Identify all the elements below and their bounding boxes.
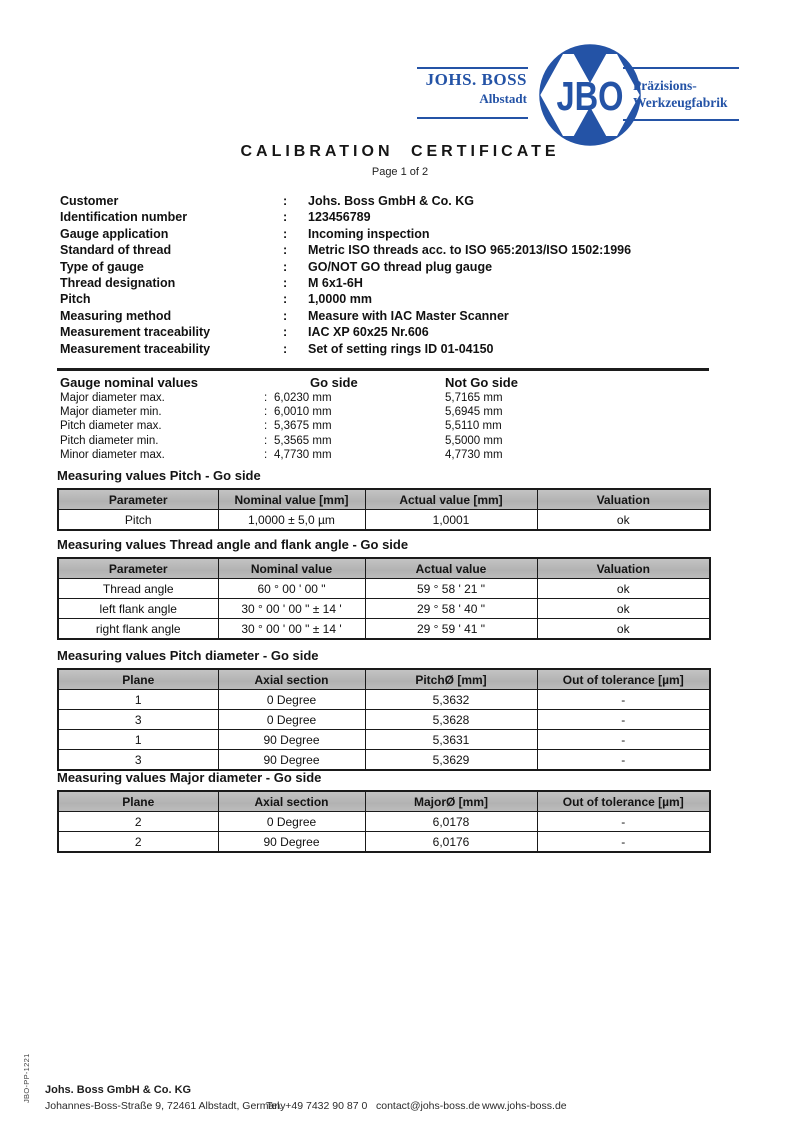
- info-value: M 6x1-6H: [308, 275, 363, 290]
- nominal-label: Major diameter max.: [60, 392, 165, 404]
- table-cell: 6,0178: [365, 812, 537, 832]
- colon-separator: :: [283, 210, 288, 225]
- table-cell: Pitch: [58, 510, 218, 531]
- table-header-row: [58, 669, 710, 690]
- colon-separator: :: [264, 448, 268, 461]
- info-row: [60, 324, 760, 340]
- table-cell: right flank angle: [58, 619, 218, 640]
- brand-rule-right-bottom: [623, 119, 739, 121]
- table-cell: 29 ° 59 ' 41 ": [365, 619, 537, 640]
- table-cell: 90 Degree: [218, 832, 365, 853]
- table-cell: 1,0001: [365, 510, 537, 531]
- nominal-row: [57, 448, 757, 462]
- table-cell: -: [537, 812, 710, 832]
- colon-separator: :: [283, 325, 288, 340]
- measuring-table: [57, 790, 711, 853]
- brand-rule-right-top: [623, 67, 739, 69]
- svg-text:JBO: JBO: [556, 73, 624, 120]
- measuring-table: [57, 668, 711, 771]
- nominal-label: Pitch diameter min.: [60, 434, 159, 447]
- jbo-logo-icon: [536, 41, 644, 149]
- info-value: Metric ISO threads acc. to ISO 965:2013/ISO 1502:1996: [308, 243, 632, 258]
- column-header: Nominal value: [218, 558, 365, 579]
- notgo-side-value: 4,7730 mm: [445, 448, 503, 461]
- colon-separator: :: [283, 243, 288, 258]
- nominal-section-rule: [57, 368, 709, 371]
- table-row: [58, 750, 710, 771]
- table-row: [58, 579, 710, 599]
- table-cell: -: [537, 730, 710, 750]
- table-cell: 1,0000 ± 5,0 µm: [218, 510, 365, 531]
- table-row: [58, 710, 710, 730]
- table-cell: 6,0176: [365, 832, 537, 853]
- section-pitch-diameter: [57, 648, 709, 771]
- go-side-value: 4,7730 mm: [274, 448, 332, 461]
- table-cell: 5,3631: [365, 730, 537, 750]
- info-label: Thread designation: [60, 275, 176, 290]
- table-cell: ok: [537, 599, 710, 619]
- info-value: GO/NOT GO thread plug gauge: [308, 259, 493, 274]
- info-label: Measurement traceability: [60, 341, 211, 356]
- info-row: [60, 259, 760, 275]
- go-side-value: 5,3565 mm: [274, 434, 332, 447]
- colon-separator: :: [283, 308, 288, 323]
- column-header: Nominal value [mm]: [218, 489, 365, 510]
- nominal-row: [57, 405, 757, 419]
- table-row: [58, 832, 710, 853]
- company-name: JOHS. BOSS: [425, 70, 527, 89]
- section-heading: Measuring values Thread angle and flank angle - Go side: [57, 537, 409, 552]
- info-row: [60, 209, 760, 225]
- table-row: [58, 690, 710, 710]
- table-cell: ok: [537, 510, 710, 531]
- nominal-row: [57, 391, 757, 405]
- column-header: Actual value: [365, 558, 537, 579]
- info-label: Identification number: [60, 210, 188, 225]
- colon-separator: :: [264, 392, 268, 404]
- info-label: Customer: [60, 194, 119, 208]
- nominal-label: Major diameter min.: [60, 406, 162, 419]
- column-header: Out of tolerance [µm]: [537, 791, 710, 812]
- notgo-side-value: 5,5000 mm: [445, 434, 503, 447]
- colon-separator: :: [283, 194, 288, 208]
- notgo-side-value: 5,7165 mm: [445, 392, 503, 404]
- table-header-row: [58, 791, 710, 812]
- info-row: [60, 341, 760, 357]
- column-header: Out of tolerance [µm]: [537, 669, 710, 690]
- nominal-header-row: [57, 374, 757, 391]
- section-heading: Measuring values Pitch diameter - Go side: [57, 648, 319, 663]
- column-header: Axial section: [218, 669, 365, 690]
- table-cell: 0 Degree: [218, 812, 365, 832]
- footer-email: contact@johs-boss.de: [376, 1100, 481, 1112]
- table-cell: 30 ° 00 ' 00 " ± 14 ': [218, 599, 365, 619]
- gauge-nominal-values-section: [57, 374, 757, 462]
- table-cell: 1: [58, 730, 218, 750]
- column-header: Axial section: [218, 791, 365, 812]
- table-row: [58, 812, 710, 832]
- table-cell: 60 ° 00 ' 00 ": [218, 579, 365, 599]
- table-row: [58, 599, 710, 619]
- info-label: Measuring method: [60, 308, 172, 323]
- colon-separator: :: [264, 420, 268, 433]
- brand-rule-left-top: [417, 67, 528, 69]
- table-cell: 59 ° 58 ' 21 ": [365, 579, 537, 599]
- form-code-vertical: JBO-PP-1221: [22, 1053, 31, 1103]
- table-header-row: [58, 489, 710, 510]
- info-row: [60, 193, 760, 209]
- table-cell: 0 Degree: [218, 710, 365, 730]
- nominal-row: [57, 419, 757, 433]
- table-row: [58, 510, 710, 531]
- info-row: [60, 226, 760, 242]
- table-cell: 90 Degree: [218, 750, 365, 771]
- footer-phone: Tel. +49 7432 90 87 0: [266, 1100, 368, 1112]
- table-cell: ok: [537, 619, 710, 640]
- table-cell: -: [537, 690, 710, 710]
- notgo-side-value: 5,6945 mm: [445, 406, 503, 419]
- info-label: Standard of thread: [60, 243, 172, 258]
- measuring-table: [57, 488, 711, 531]
- column-header: Parameter: [58, 489, 218, 510]
- section-heading: Measuring values Major diameter - Go side: [57, 770, 322, 785]
- colon-separator: :: [283, 341, 288, 356]
- table-cell: 2: [58, 832, 218, 853]
- info-value: IAC XP 60x25 Nr.606: [308, 325, 429, 340]
- company-tagline-block: [633, 77, 763, 111]
- table-cell: -: [537, 710, 710, 730]
- table-row: [58, 619, 710, 640]
- table-cell: 2: [58, 812, 218, 832]
- table-cell: 0 Degree: [218, 690, 365, 710]
- info-row: [60, 308, 760, 324]
- company-city: Albstadt: [479, 91, 527, 106]
- colon-separator: :: [264, 434, 268, 447]
- table-cell: 29 ° 58 ' 40 ": [365, 599, 537, 619]
- table-cell: 3: [58, 750, 218, 771]
- column-header: Plane: [58, 669, 218, 690]
- go-side-value: 5,3675 mm: [274, 420, 332, 433]
- page-title: CALIBRATION CERTIFICATE: [240, 143, 560, 160]
- table-cell: 5,3628: [365, 710, 537, 730]
- column-header: PitchØ [mm]: [365, 669, 537, 690]
- table-cell: 90 Degree: [218, 730, 365, 750]
- column-header: Parameter: [58, 558, 218, 579]
- company-tagline-line2: Werkzeugfabrik: [633, 95, 728, 110]
- table-row: [58, 730, 710, 750]
- info-row: [60, 275, 760, 291]
- colon-separator: :: [283, 292, 288, 307]
- colon-separator: :: [283, 226, 288, 241]
- info-row: [60, 291, 760, 307]
- notgo-side-column-header: Not Go side: [445, 375, 518, 390]
- table-cell: 5,3632: [365, 690, 537, 710]
- info-value: 1,0000 mm: [308, 292, 372, 307]
- section-heading: Measuring values Pitch - Go side: [57, 468, 261, 483]
- table-cell: 5,3629: [365, 750, 537, 771]
- go-side-column-header: Go side: [310, 375, 358, 390]
- table-cell: left flank angle: [58, 599, 218, 619]
- table-cell: 3: [58, 710, 218, 730]
- info-label: Gauge application: [60, 226, 169, 241]
- nominal-rows: [57, 391, 757, 462]
- table-cell: 30 ° 00 ' 00 " ± 14 ': [218, 619, 365, 640]
- table-cell: Thread angle: [58, 579, 218, 599]
- nominal-section-title: Gauge nominal values: [60, 375, 198, 390]
- colon-separator: :: [283, 275, 288, 290]
- info-label: Measurement traceability: [60, 325, 211, 340]
- column-header: Actual value [mm]: [365, 489, 537, 510]
- nominal-row: [57, 434, 757, 448]
- nominal-label: Minor diameter max.: [60, 448, 165, 461]
- table-cell: -: [537, 750, 710, 771]
- info-label: Type of gauge: [60, 259, 144, 274]
- section-major-diameter: [57, 770, 709, 853]
- table-header-row: [58, 558, 710, 579]
- column-header: Plane: [58, 791, 218, 812]
- table-cell: ok: [537, 579, 710, 599]
- column-header: Valuation: [537, 558, 710, 579]
- company-tagline-line1: Präzisions-: [633, 78, 697, 93]
- measuring-table: [57, 557, 711, 640]
- column-header: Valuation: [537, 489, 710, 510]
- info-row: [60, 242, 760, 258]
- footer-website: www.johs-boss.de: [482, 1100, 567, 1112]
- go-side-value: 6,0010 mm: [274, 406, 332, 419]
- info-value: Set of setting rings ID 01-04150: [308, 341, 494, 356]
- info-value: 123456789: [308, 210, 371, 225]
- info-label: Pitch: [60, 292, 91, 307]
- nominal-label: Pitch diameter max.: [60, 420, 162, 433]
- info-value: Johs. Boss GmbH & Co. KG: [308, 194, 474, 208]
- info-value: Incoming inspection: [308, 226, 430, 241]
- certificate-info-section: [60, 193, 760, 357]
- colon-separator: :: [264, 406, 268, 419]
- section-thread-and-flank-angle: [57, 537, 709, 640]
- company-name-block: [417, 70, 527, 108]
- colon-separator: :: [283, 259, 288, 274]
- notgo-side-value: 5,5110 mm: [445, 420, 502, 433]
- section-pitch: [57, 468, 709, 531]
- page-number: Page 1 of 2: [371, 166, 429, 178]
- info-value: Measure with IAC Master Scanner: [308, 308, 509, 323]
- footer-address: Johannes-Boss-Straße 9, 72461 Albstadt, Germany: [45, 1100, 286, 1112]
- column-header: MajorØ [mm]: [365, 791, 537, 812]
- go-side-value: 6,0230 mm: [274, 392, 332, 404]
- table-cell: -: [537, 832, 710, 853]
- footer-company-name: Johs. Boss GmbH & Co. KG: [45, 1084, 192, 1096]
- brand-rule-left-bottom: [417, 117, 528, 119]
- table-cell: 1: [58, 690, 218, 710]
